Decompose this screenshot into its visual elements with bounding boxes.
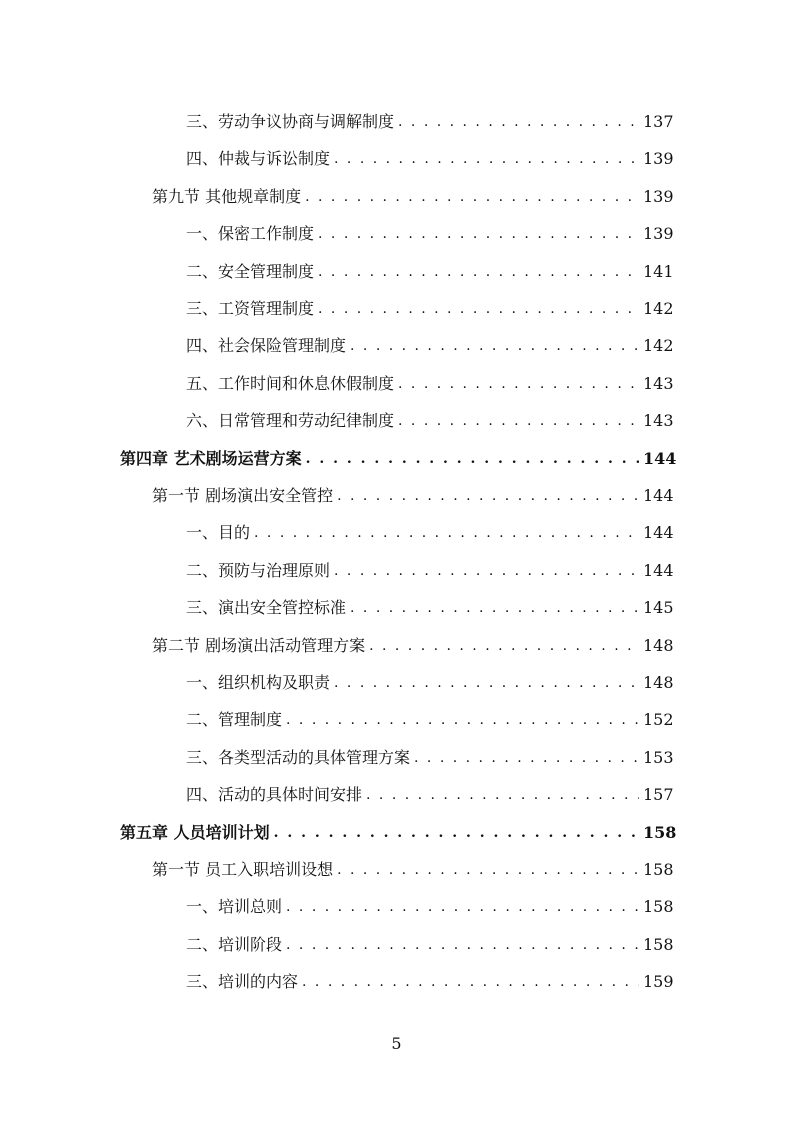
toc-entry-page-number: 143 xyxy=(643,411,674,431)
toc-dot-leader xyxy=(318,299,639,319)
toc-entry[interactable] xyxy=(0,630,793,656)
toc-dot-leader xyxy=(318,224,639,244)
toc-dot-leader xyxy=(398,411,639,431)
toc-entry-page-number: 142 xyxy=(643,299,674,318)
toc-entry-page-number: 148 xyxy=(643,635,674,655)
toc-entry-title: 四、活动的具体时间安排 xyxy=(186,785,363,805)
toc-entry-title: 一、保密工作制度 xyxy=(186,224,315,244)
toc-dot-leader xyxy=(369,636,639,656)
toc-entry-title: 一、培训总则 xyxy=(186,897,283,917)
toc-entry-page-number: 158 xyxy=(643,897,674,917)
toc-entry[interactable] xyxy=(0,929,793,955)
toc-entry[interactable] xyxy=(0,181,793,207)
toc-entry[interactable] xyxy=(0,742,793,768)
toc-entry[interactable] xyxy=(0,592,793,618)
toc-dot-leader xyxy=(398,112,639,132)
toc-entry-page-number: 158 xyxy=(643,934,674,954)
toc-entry-page-number: 144 xyxy=(643,523,674,543)
toc-dot-leader xyxy=(366,785,639,805)
toc-entry[interactable] xyxy=(0,256,793,282)
toc-entry-title: 二、培训阶段 xyxy=(186,934,283,954)
toc-entry-page-number: 141 xyxy=(643,261,674,281)
toc-entry-page-number: 139 xyxy=(643,224,674,244)
toc-entry-title: 第四章 艺术剧场运营方案 xyxy=(120,448,302,468)
toc-entry-title: 四、社会保险管理制度 xyxy=(186,336,347,356)
toc-entry-page-number: 137 xyxy=(643,112,674,131)
toc-entry-title: 第一节 员工入职培训设想 xyxy=(152,860,334,879)
toc-dot-leader xyxy=(337,486,639,506)
toc-entry-title: 一、目的 xyxy=(186,523,251,543)
toc-dot-leader xyxy=(350,598,639,618)
toc-entry-page-number: 144 xyxy=(643,486,674,505)
toc-entry[interactable] xyxy=(0,966,793,992)
toc-entry[interactable] xyxy=(0,555,793,581)
toc-dot-leader xyxy=(302,972,639,992)
toc-entry-title: 四、仲裁与诉讼制度 xyxy=(186,149,331,169)
toc-entry-page-number: 157 xyxy=(643,785,674,805)
toc-entry[interactable] xyxy=(0,667,793,693)
toc-dot-leader xyxy=(337,860,639,880)
toc-entry-page-number: 144 xyxy=(643,560,674,580)
toc-dot-leader xyxy=(274,823,639,843)
toc-entry-page-number: 144 xyxy=(643,448,677,468)
toc-entry-page-number: 139 xyxy=(643,186,674,206)
toc-entry[interactable] xyxy=(0,817,793,843)
toc-dot-leader xyxy=(254,523,639,543)
toc-dot-leader xyxy=(350,336,639,356)
toc-entry-title: 二、安全管理制度 xyxy=(186,261,315,281)
toc-dot-leader xyxy=(318,262,639,282)
toc-entry-page-number: 139 xyxy=(643,149,674,169)
toc-entry-page-number: 159 xyxy=(643,972,674,992)
toc-entry-title: 三、培训的内容 xyxy=(186,972,299,992)
toc-entry[interactable] xyxy=(0,779,793,805)
toc-dot-leader xyxy=(305,187,639,207)
toc-entry-title: 三、各类型活动的具体管理方案 xyxy=(186,747,411,767)
toc-entry-title: 一、组织机构及职责 xyxy=(186,673,331,692)
toc-entry[interactable] xyxy=(0,330,793,356)
toc-dot-leader xyxy=(286,710,639,730)
toc-entry[interactable] xyxy=(0,517,793,543)
toc-dot-leader xyxy=(286,897,639,917)
toc-entry-page-number: 143 xyxy=(643,373,674,393)
toc-entry-page-number: 158 xyxy=(643,860,674,879)
toc-entry[interactable] xyxy=(0,480,793,506)
toc-entry-title: 六、日常管理和劳动纪律制度 xyxy=(186,411,395,431)
toc-entry-title: 三、演出安全管控标准 xyxy=(186,598,347,618)
toc-dot-leader xyxy=(414,748,639,768)
toc-entry-title: 三、工资管理制度 xyxy=(186,299,315,318)
toc-dot-leader xyxy=(334,673,639,693)
toc-entry-title: 二、管理制度 xyxy=(186,710,283,730)
toc-entry[interactable] xyxy=(0,891,793,917)
toc-entry-page-number: 152 xyxy=(643,710,674,730)
toc-entry-title: 三、劳动争议协商与调解制度 xyxy=(186,112,395,131)
toc-entry-title: 五、工作时间和休息休假制度 xyxy=(186,373,395,393)
toc-entry[interactable] xyxy=(0,218,793,244)
toc-dot-leader xyxy=(306,449,639,469)
toc-entry-title: 第五章 人员培训计划 xyxy=(120,822,270,842)
toc-dot-leader xyxy=(398,374,639,394)
toc-entry[interactable] xyxy=(0,443,793,469)
toc-entry-page-number: 142 xyxy=(643,336,674,356)
toc-entry-title: 第二节 剧场演出活动管理方案 xyxy=(152,635,366,655)
toc-dot-leader xyxy=(334,561,639,581)
toc-entry[interactable] xyxy=(0,854,793,880)
toc-entry-title: 二、预防与治理原则 xyxy=(186,560,331,580)
toc-entry-title: 第一节 剧场演出安全管控 xyxy=(152,486,334,505)
toc-entry[interactable] xyxy=(0,405,793,431)
toc-entry[interactable] xyxy=(0,368,793,394)
toc-entry[interactable] xyxy=(0,293,793,319)
toc-entry-title: 第九节 其他规章制度 xyxy=(152,186,302,206)
toc-entry-page-number: 158 xyxy=(643,822,677,842)
toc-dot-leader xyxy=(334,149,639,169)
toc-dot-leader xyxy=(286,935,639,955)
page-number: 5 xyxy=(391,1034,402,1053)
toc-entry[interactable] xyxy=(0,704,793,730)
toc-entry-page-number: 153 xyxy=(643,747,674,767)
toc-entry-page-number: 145 xyxy=(643,598,674,618)
toc-entry[interactable] xyxy=(0,106,793,132)
toc-entry[interactable] xyxy=(0,143,793,169)
toc-entry-page-number: 148 xyxy=(643,673,674,692)
